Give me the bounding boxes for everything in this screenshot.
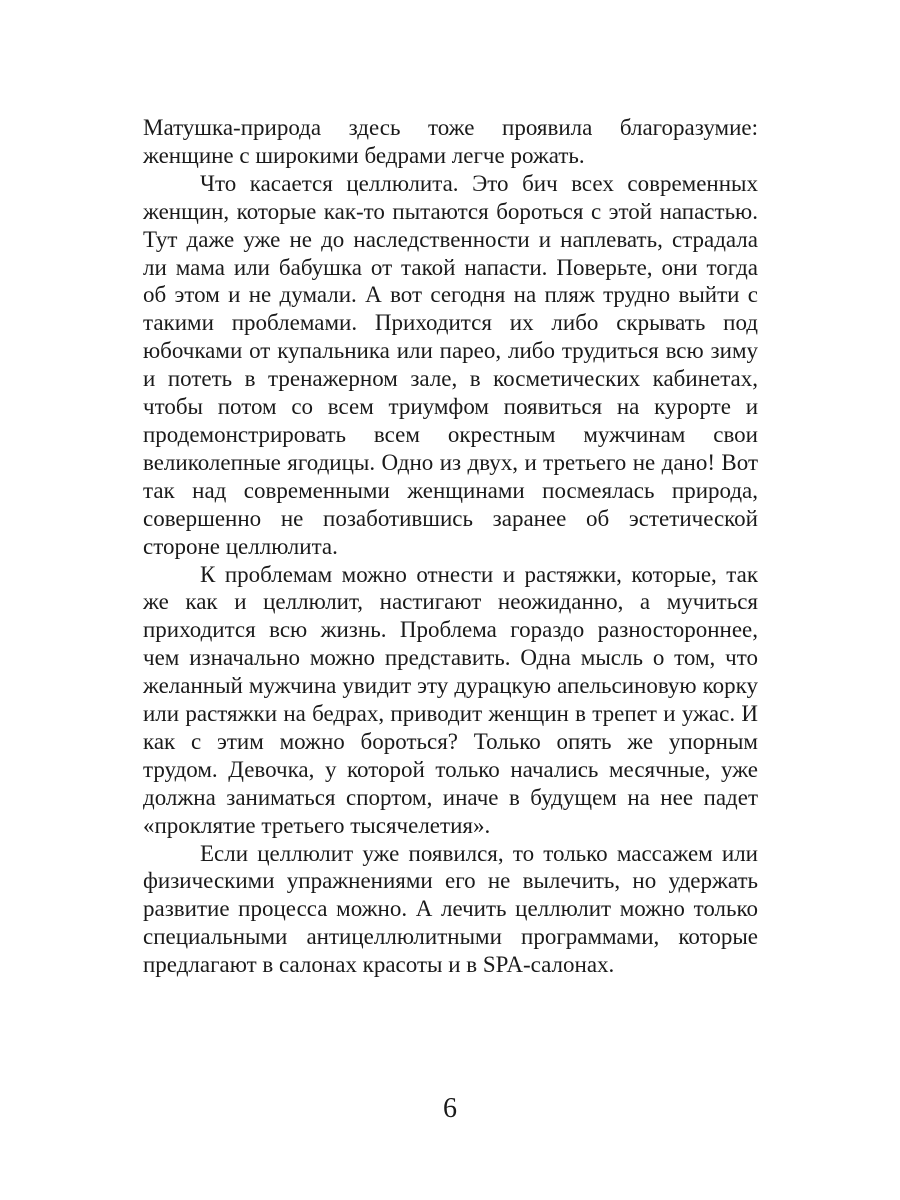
paragraph-treatment: Если целлюлит уже появился, то только массажем или физическими упражнениями его не вылечить, но удержать развитие процесса можно. А лечить целлюлит можно только специальными антицеллюлитными программами, которые предлагают в салонах красоты и в SPA-салонах. xyxy=(143,840,758,978)
body-text xyxy=(143,114,758,979)
paragraph-continued: Матушка-природа здесь тоже проявила благоразумие: женщине с широкими бедрами легче рожать. xyxy=(143,115,758,168)
page-number: 6 xyxy=(443,1093,457,1124)
paragraph-stretch-marks: К проблемам можно отнести и растяжки, которые, так же как и целлюлит, настигают неожиданно, а мучиться приходится всю жизнь. Проблема гораздо разностороннее, чем изначально можно представить. Одна мысль о том, что желанный мужчина увидит эту дурацкую апельсиновую корку или растяжки на бедрах, приводит женщин в трепет и ужас. И как с этим можно бороться? Только опять же упорным трудом. Девочка, у которой только начались месячные, уже должна заниматься спортом, иначе в будущем на нее падет «проклятие третьего тысячелетия». xyxy=(143,561,758,838)
paragraph-cellulite: Что касается целлюлита. Это бич всех современных женщин, которые как-то пытаются бороться с этой напастью. Тут даже уже не до наследственности и наплевать, страдала ли мама или бабушка от такой напасти. Поверьте, они тогда об этом и не думали. А вот сегодня на пляж трудно выйти с такими проблемами. Приходится их либо скрывать под юбочками от купальника или парео, либо трудиться всю зиму и потеть в тренажерном зале, в косметических кабинетах, чтобы потом со всем триумфом появиться на курорте и продемонстрировать всем окрестным мужчинам свои великолепные ягодицы. Одно из двух, и третьего не дано! Вот так над современными женщинами посмеялась природа, совершенно не позаботившись заранее об эстетической стороне целлюлита. xyxy=(143,170,758,559)
